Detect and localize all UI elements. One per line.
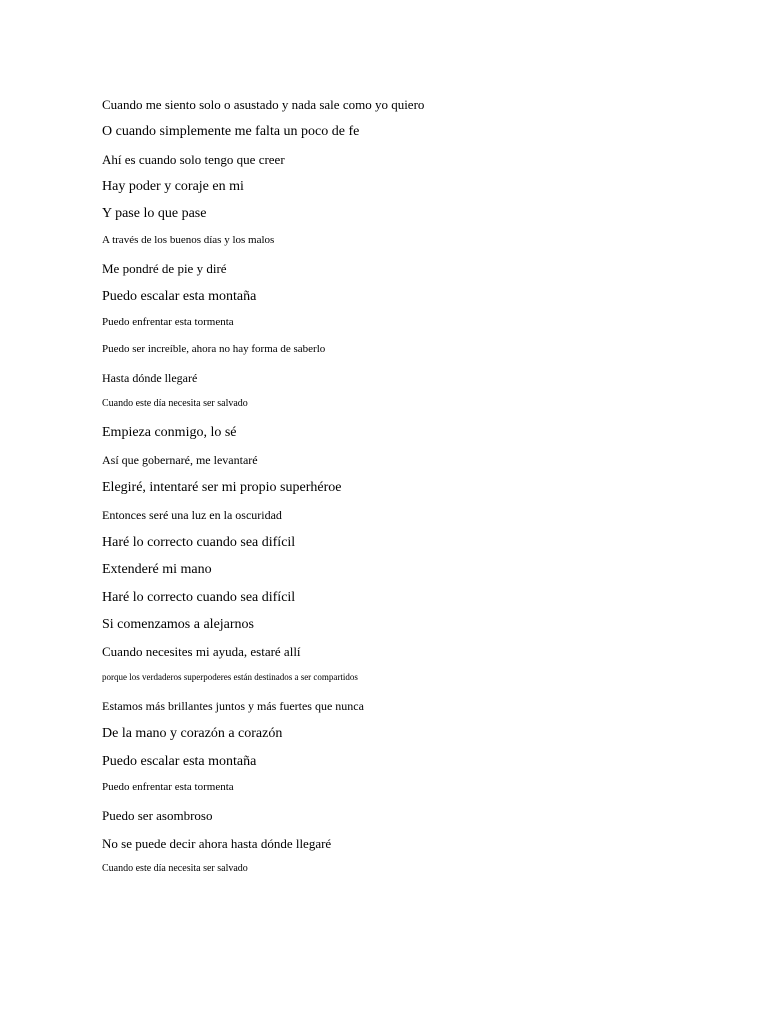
lyric-line-25: Puedo escalar esta montaña: [102, 754, 257, 769]
lyric-line-9: Puedo enfrentar esta tormenta: [102, 316, 234, 328]
lyric-line-28: No se puede decir ahora hasta dónde llegaré: [102, 836, 332, 851]
lyric-line-26: Puedo enfrentar esta tormenta: [102, 781, 234, 793]
lyric-line-23: Estamos más brillantes juntos y más fuertes que nunca: [102, 699, 364, 713]
lyric-line-14: Así que gobernaré, me levantaré: [102, 453, 258, 467]
lyric-line-8: Puedo escalar esta montaña: [102, 289, 257, 304]
lyric-line-18: Extenderé mi mano: [102, 562, 212, 577]
lyric-line-4: Hay poder y coraje en mi: [102, 179, 244, 194]
lyric-line-15: Elegiré, intentaré ser mi propio superhéroe: [102, 480, 342, 495]
lyric-line-6: A través de los buenos días y los malos: [102, 234, 275, 246]
lyric-line-29: Cuando este día necesita ser salvado: [102, 863, 248, 874]
lyric-line-7: Me pondré de pie y diré: [102, 261, 227, 276]
lyric-line-17: Haré lo correcto cuando sea difícil: [102, 535, 296, 550]
lyric-line-22: porque los verdaderos superpoderes están destinados a ser compartidos: [102, 672, 358, 682]
lyric-line-16: Entonces seré una luz en la oscuridad: [102, 508, 282, 522]
lyric-line-11: Hasta dónde llegaré: [102, 371, 198, 385]
lyric-line-2: O cuando simplemente me falta un poco de fe: [102, 124, 360, 139]
lyric-line-5: Y pase lo que pase: [102, 206, 207, 221]
lyric-line-20: Si comenzamos a alejarnos: [102, 617, 255, 632]
lyric-line-3: Ahí es cuando solo tengo que creer: [102, 152, 285, 167]
lyric-line-27: Puedo ser asombroso: [102, 808, 213, 823]
lyric-line-12: Cuando este día necesita ser salvado: [102, 398, 248, 409]
lyric-line-19: Haré lo correcto cuando sea difícil: [102, 590, 296, 605]
lyric-line-21: Cuando necesites mi ayuda, estaré allí: [102, 644, 301, 659]
lyric-line-1: Cuando me siento solo o asustado y nada sale como yo quiero: [102, 97, 425, 112]
lyric-line-10: Puedo ser increíble, ahora no hay forma de saberlo: [102, 343, 326, 355]
lyric-line-24: De la mano y corazón a corazón: [102, 726, 283, 741]
lyric-line-13: Empieza conmigo, lo sé: [102, 425, 237, 440]
